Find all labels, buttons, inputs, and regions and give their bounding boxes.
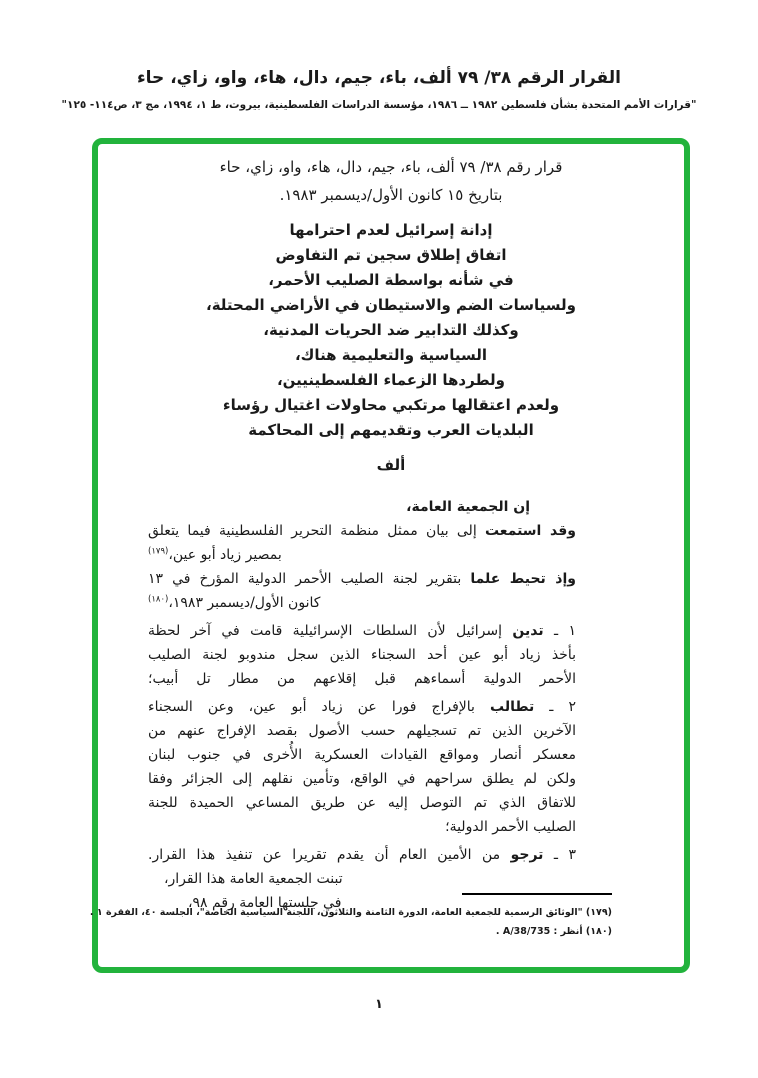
body-line-12: ولكن لم يطلق سراحهم في الواقع، وتأمين نقلهم إلى الجزائر وفقا (148, 771, 576, 787)
body-line-11: معسكر أنصار ومواقع القيادات العسكرية الأُخرى في جنوب لبنان (148, 747, 576, 763)
body-line-15: ٣ ـ ترجو من الأمين العام أن يقدم تقريرا عن تنفيذ هذا القرار. (148, 847, 576, 863)
title-line-2: اتفاق إطلاق سجين تم التفاوض (275, 246, 507, 264)
resolution-heading (98, 153, 684, 209)
resolution-title (98, 218, 684, 443)
footnote-180-number: (١٨٠) (585, 926, 612, 937)
body-line-1: إن الجمعية العامة، (406, 499, 530, 515)
section-label: ألف (376, 456, 406, 474)
footnote-180-tail: . (495, 926, 503, 937)
title-line-3: في شأنه بواسطة الصليب الأحمر، (268, 271, 514, 289)
footnote-179-text: "الوثائق الرسمية للجمعية العامة، الدورة الثامنة والثلاثون، اللجنة السياسية الخاصة"، الجلسة ٤٠، الفقرة ١ . (89, 907, 583, 918)
title-line-6: السياسية والتعليمية هناك، (294, 346, 488, 364)
body-line-4: وإذ تحيط علما بتقرير لجنة الصليب الأحمر الدولية المؤرخ في ١٣ (148, 571, 576, 587)
page-number: ١ (375, 997, 383, 1012)
body-line-7: بأخذ زياد أبو عين أحد السجناء الذين سجل مندوبو لجنة الصليب (148, 647, 576, 663)
footnote-marker-179: (١٧٩) (148, 546, 169, 557)
title-line-8: ولعدم اعتقالها مرتكبي محاولات اغتيال رؤساء (222, 396, 560, 414)
footnote-marker-180: (١٨٠) (148, 594, 169, 605)
footnote-180-text: أنظر : (550, 926, 583, 937)
source-citation: "قرارات الأمم المتحدة بشأن فلسطين ١٩٨٢ ــ ١٩٨٦، مؤسسة الدراسات الفلسطينية، بيروت، ط ١، ١٩٩٤، مج ٣، ص١١٤- ١٢٥" (61, 99, 697, 111)
footnote-179-number: (١٧٩) (585, 907, 612, 918)
resolution-date-line: بتاريخ ١٥ كانون الأول/ديسمبر ١٩٨٣. (279, 186, 503, 204)
un-document-symbol: A/38/735 (502, 926, 551, 937)
footnote-180 (168, 922, 612, 941)
body-line-17: في جلستها العامة رقم ٩٨، (188, 895, 342, 911)
title-line-9: البلديات العرب وتقديمهم إلى المحاكمة (248, 421, 534, 439)
footnote-179 (89, 903, 612, 922)
body-line-2: وقد استمعت إلى بيان ممثل منظمة التحرير الفلسطينية فيما يتعلق (148, 523, 576, 539)
title-line-7: ولطردها الزعماء الفلسطينيين، (276, 371, 506, 389)
resolution-header-title: القرار الرقم ٣٨/ ٧٩ ألف، باء، جيم، دال، هاء، واو، زاي، حاء (136, 68, 622, 88)
page-header (0, 68, 758, 111)
title-line-5: وكذلك التدابير ضد الحريات المدنية، (263, 321, 519, 339)
body-line-16: تبنت الجمعية العامة هذا القرار، (164, 871, 343, 887)
body-line-3: بمصير زياد أبو عين،$^{(١٧٩)}$ (148, 546, 282, 563)
body-line-9: ٢ ـ تطالب بالإفراج فورا عن زياد أبو عين، وعن السجناء (148, 699, 576, 715)
body-line-8: الأحمر الدولية أسماءهم قبل إقلاعهم من مطار تل أبيب؛ (148, 671, 576, 687)
footnotes-section (89, 893, 612, 941)
body-line-6: ١ ـ تدين إسرائيل لأن السلطات الإسرائيلية قامت في آخر لحظة (148, 623, 576, 639)
body-line-10: الآخرين الذين تم تسجيلهم حسب الأصول بقصد الإفراج عنهم من (148, 723, 576, 739)
title-line-4: ولسياسات الضم والاستيطان في الأراضي المحتلة، (206, 296, 576, 314)
body-line-13: للاتفاق الذي تم التوصل إليه عن طريق المساعي الحميدة للجنة (148, 795, 576, 811)
title-line-1: إدانة إسرائيل لعدم احترامها (289, 221, 493, 239)
resolution-body (148, 495, 576, 915)
resolution-number-line: قرار رقم ٣٨/ ٧٩ ألف، باء، جيم، دال، هاء، واو، زاي، حاء (219, 158, 563, 176)
green-frame (89, 138, 690, 973)
body-line-5: كانون الأول/ديسمبر ١٩٨٣،$^{(١٨٠)}$ (148, 594, 321, 611)
body-line-14: الصليب الأحمر الدولية؛ (445, 819, 576, 835)
footnote-separator (462, 893, 612, 895)
